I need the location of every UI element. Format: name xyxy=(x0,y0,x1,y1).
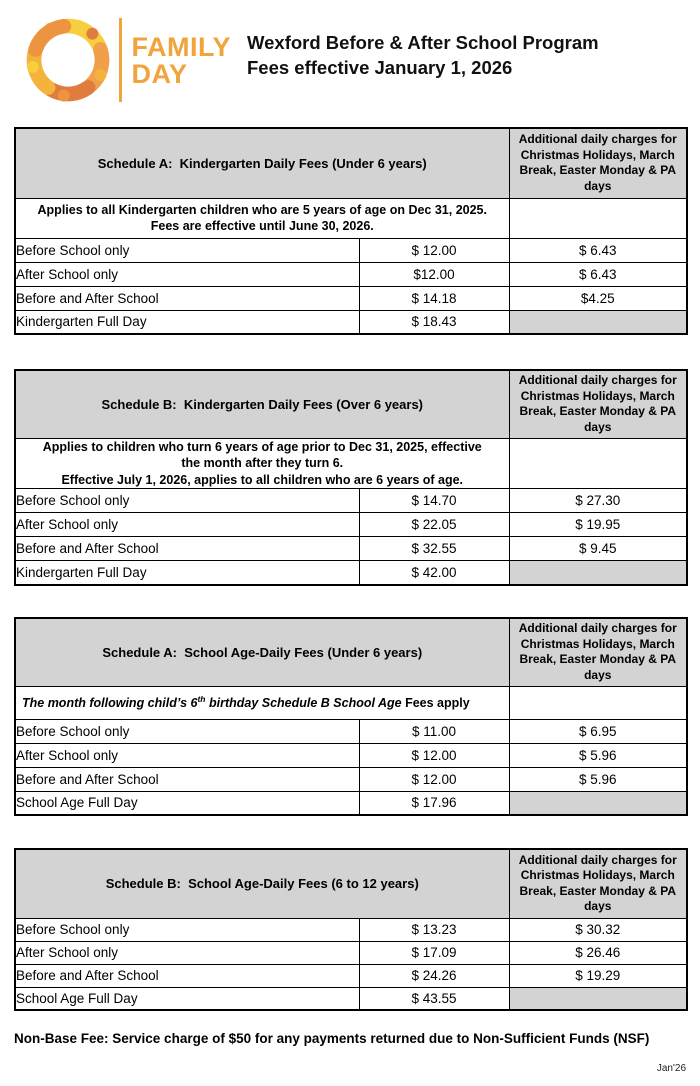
row-fee: $12.00 xyxy=(359,262,509,286)
row-fee: $ 14.18 xyxy=(359,286,509,310)
table-schedule-a-school-age xyxy=(14,617,688,816)
table-row xyxy=(15,941,687,964)
table-row xyxy=(15,918,687,941)
row-fee: $ 24.26 xyxy=(359,964,509,987)
row-fee: $ 32.55 xyxy=(359,537,509,561)
row-fee: $ 17.96 xyxy=(359,791,509,815)
row-label: After School only xyxy=(15,513,359,537)
table-schedule-b-kindergarten xyxy=(14,369,688,586)
table-note xyxy=(15,686,509,719)
row-additional: $ 30.32 xyxy=(509,918,687,941)
version-stamp: Jan'26 xyxy=(656,1063,686,1074)
additional-charges-header: Additional daily charges for Christmas Holidays, March Break, Easter Monday & PA days xyxy=(509,849,687,918)
row-label: Before and After School xyxy=(15,964,359,987)
table-title: Schedule A: School Age-Daily Fees (Under 6 years) xyxy=(15,618,509,686)
document-title xyxy=(247,31,599,80)
row-fee: $ 17.09 xyxy=(359,941,509,964)
row-additional: $ 5.96 xyxy=(509,767,687,791)
table-row xyxy=(15,537,687,561)
row-label: Before School only xyxy=(15,238,359,262)
brand-name-line2: DAY xyxy=(131,59,188,89)
nsf-fee-note: Non-Base Fee: Service charge of $50 for any payments returned due to Non-Sufficient Funds (NSF) xyxy=(14,1031,650,1046)
row-fee: $ 12.00 xyxy=(359,743,509,767)
table-row xyxy=(15,286,687,310)
table-row xyxy=(15,767,687,791)
row-label: After School only xyxy=(15,743,359,767)
row-additional: $ 6.43 xyxy=(509,238,687,262)
row-additional-empty xyxy=(509,987,687,1010)
row-label: Before School only xyxy=(15,719,359,743)
row-additional: $ 9.45 xyxy=(509,537,687,561)
note-italic-part: birthday Schedule B School Age xyxy=(205,695,406,710)
table-row xyxy=(15,561,687,585)
table-title: Schedule A: Kindergarten Daily Fees (Under 6 years) xyxy=(15,128,509,198)
row-fee: $ 22.05 xyxy=(359,513,509,537)
note-superscript: th xyxy=(197,693,206,704)
brand-divider xyxy=(119,18,122,102)
brand-name xyxy=(132,34,232,88)
table-row xyxy=(15,719,687,743)
row-fee: $ 18.43 xyxy=(359,310,509,334)
row-label: Kindergarten Full Day xyxy=(15,561,359,585)
row-label: Before and After School xyxy=(15,286,359,310)
row-additional: $ 19.95 xyxy=(509,513,687,537)
additional-charges-header: Additional daily charges for Christmas Holidays, March Break, Easter Monday & PA days xyxy=(509,618,687,686)
row-additional: $ 26.46 xyxy=(509,941,687,964)
row-label: Before and After School xyxy=(15,537,359,561)
table-row xyxy=(15,513,687,537)
document-title-line1: Wexford Before & After School Program xyxy=(247,32,599,53)
table-note xyxy=(15,438,509,489)
row-fee: $ 42.00 xyxy=(359,561,509,585)
row-additional: $ 19.29 xyxy=(509,964,687,987)
family-day-logo xyxy=(22,14,231,106)
table-title: Schedule B: School Age-Daily Fees (6 to 12 years) xyxy=(15,849,509,918)
table-note xyxy=(15,198,509,238)
row-fee: $ 12.00 xyxy=(359,767,509,791)
note-regular-part: Fees apply xyxy=(405,695,470,710)
note-empty-cell xyxy=(509,438,687,489)
row-fee: $ 13.23 xyxy=(359,918,509,941)
note-empty-cell xyxy=(509,686,687,719)
note-line: Effective July 1, 2026, applies to all children who are 6 years of age. xyxy=(61,472,464,487)
table-schedule-b-school-age xyxy=(14,848,688,1011)
row-label: School Age Full Day xyxy=(15,791,359,815)
row-label: School Age Full Day xyxy=(15,987,359,1010)
row-additional: $ 5.96 xyxy=(509,743,687,767)
table-row xyxy=(15,262,687,286)
note-line: Applies to all Kindergarten children who are 5 years of age on Dec 31, 2025. xyxy=(37,202,487,217)
table-row xyxy=(15,964,687,987)
row-label: Before School only xyxy=(15,918,359,941)
row-fee: $ 43.55 xyxy=(359,987,509,1010)
family-day-pinwheel-icon xyxy=(22,14,114,106)
additional-charges-header: Additional daily charges for Christmas Holidays, March Break, Easter Monday & PA days xyxy=(509,128,687,198)
table-title: Schedule B: Kindergarten Daily Fees (Over 6 years) xyxy=(15,370,509,438)
row-additional: $ 6.43 xyxy=(509,262,687,286)
table-row xyxy=(15,743,687,767)
row-additional: $4.25 xyxy=(509,286,687,310)
row-label: Kindergarten Full Day xyxy=(15,310,359,334)
document-title-line2: Fees effective January 1, 2026 xyxy=(247,56,513,78)
row-fee: $ 11.00 xyxy=(359,719,509,743)
note-line: Applies to children who turn 6 years of age prior to Dec 31, 2025, effective xyxy=(42,439,482,454)
row-additional: $ 27.30 xyxy=(509,489,687,513)
note-italic-part: The month following child’s 6 xyxy=(22,695,198,710)
note-line: Fees are effective until June 30, 2026. xyxy=(150,219,374,233)
row-additional-empty xyxy=(509,310,687,334)
brand-name-line1: FAMILY xyxy=(131,32,232,62)
row-additional: $ 6.95 xyxy=(509,719,687,743)
table-row xyxy=(15,238,687,262)
row-additional-empty xyxy=(509,791,687,815)
row-fee: $ 12.00 xyxy=(359,238,509,262)
note-empty-cell xyxy=(509,198,687,238)
table-row xyxy=(15,489,687,513)
row-label: After School only xyxy=(15,941,359,964)
table-row xyxy=(15,310,687,334)
table-schedule-a-kindergarten xyxy=(14,127,688,335)
row-additional-empty xyxy=(509,561,687,585)
row-label: Before School only xyxy=(15,489,359,513)
row-label: After School only xyxy=(15,262,359,286)
table-row xyxy=(15,791,687,815)
additional-charges-header: Additional daily charges for Christmas Holidays, March Break, Easter Monday & PA days xyxy=(509,370,687,438)
row-label: Before and After School xyxy=(15,767,359,791)
row-fee: $ 14.70 xyxy=(359,489,509,513)
note-line: the month after they turn 6. xyxy=(181,456,344,470)
table-row xyxy=(15,987,687,1010)
